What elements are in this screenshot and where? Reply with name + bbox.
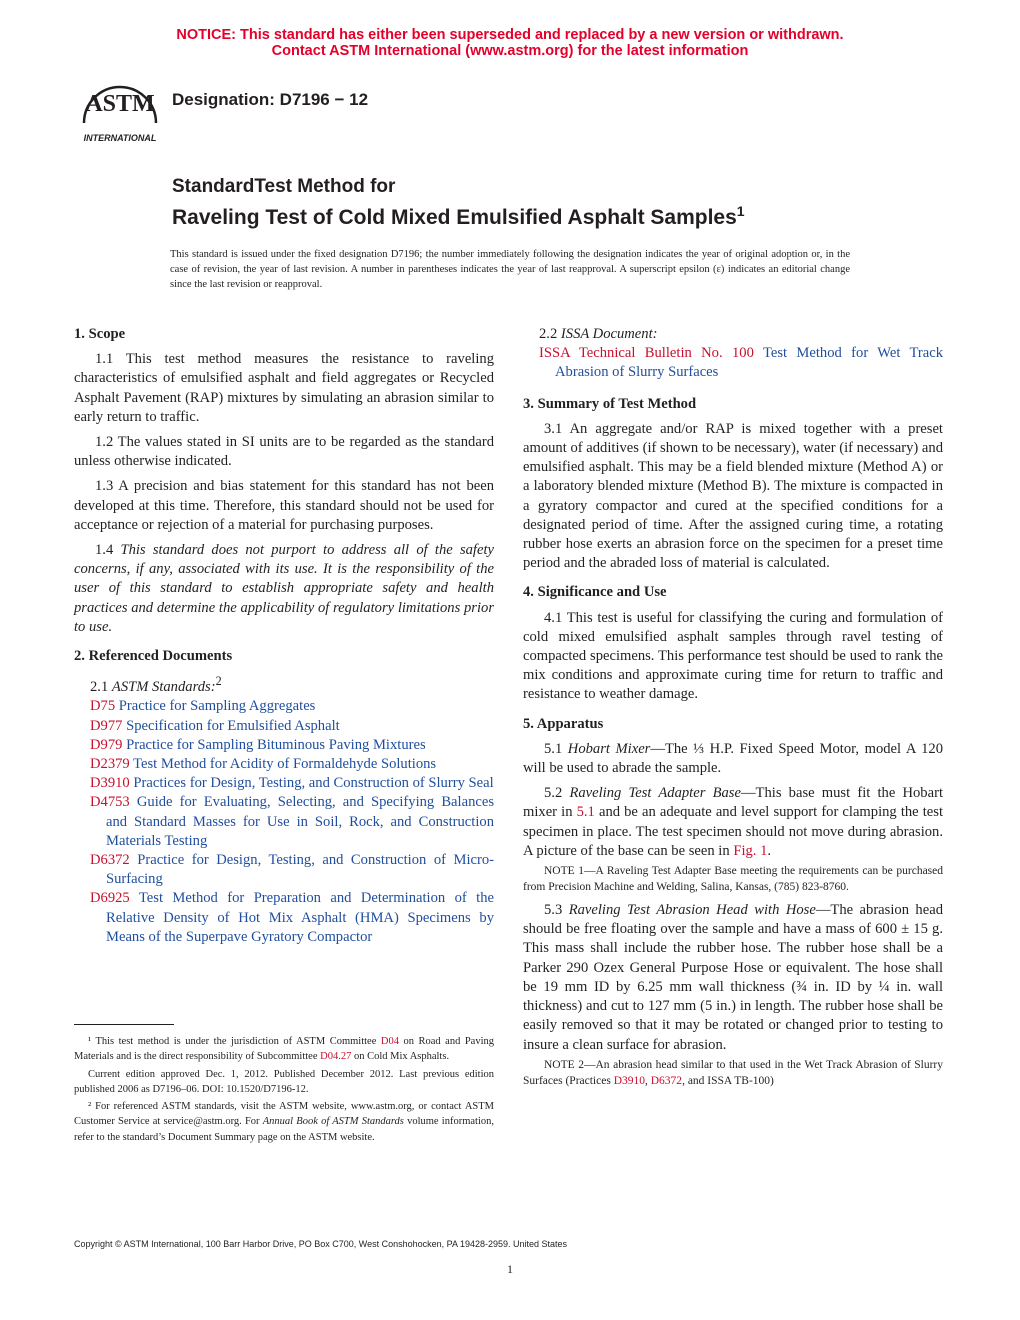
footnote-2	[74, 1099, 494, 1145]
reference-code-link[interactable]: D979	[90, 736, 123, 753]
figure-1-link[interactable]: Fig. 1	[733, 842, 768, 859]
copyright: Copyright © ASTM International, 100 Barr Harbor Drive, PO Box C700, West Conshohocken, PA 19428-2959. United States	[74, 1239, 568, 1249]
scope-heading: 1. Scope	[74, 326, 126, 342]
note-1: NOTE 1—A Raveling Test Adapter Base meeting the requirements can be purchased from Precision Machine and Welding, Salina, Kansas, (785) 823-8760.	[523, 865, 943, 894]
footnote-1-text-a: ¹ This test method is under the jurisdiction of ASTM Committee	[88, 1036, 377, 1047]
issa-reference	[523, 344, 943, 382]
designation: Designation: D7196 − 12	[172, 90, 369, 109]
title-line-1: StandardTest Method for	[172, 176, 396, 197]
reference-item	[74, 793, 494, 851]
scope-1-2: 1.2 The values stated in SI units are to be regarded as the standard unless otherwise indicated.	[74, 434, 494, 470]
reference-code-link[interactable]: D75	[90, 698, 116, 715]
footnote-1	[74, 1034, 494, 1065]
note-2-d6372-link[interactable]: D6372	[650, 1074, 683, 1087]
apparatus-5-2: 5.2 Raveling Test Adapter Base—This base must fit the Hobart mixer in 5.1 and be an adequate and level support for clamping the test specimen in place. The test specimen should not move during abrasion. A picture of the base can be seen in Fig. 1.	[523, 785, 944, 859]
reference-title-link[interactable]: Practices for Design, Testing, and Construction of Slurry Seal	[133, 775, 494, 792]
apparatus-5-3-text: —The abrasion head should be free floating over the sample and have a mass of 600 ± 15 g. This mass shall include the rubber hose. The rubber hose shall be a Parker 290 Ozex General Purpose Hose or equivalent. The hose shall be 19 mm ID by 6.25 mm wall thickness (¾ in. ID by ¼ in. wall thickness) and cut to 127 mm (5 in.) in length. The rubber hose shall be easily removed so that it may be rotated or changed prior to testing to insure a clean surface for abrasion.	[523, 902, 943, 1053]
astm-standards-footnote-mark: 2	[215, 674, 222, 689]
scope-1-4-text: This standard does not purport to address all of the safety concerns, if any, associated with its use. It is the responsibility of the user of this standard to establish appropriate safety and health practices and determine the applicability of regulatory limitations prior to use.	[74, 542, 494, 635]
issa-reference-title[interactable]: Test Method for Wet Track Abrasion of Slurry Surfaces	[555, 345, 944, 381]
reference-code-link[interactable]: D2379	[90, 755, 130, 772]
reference-title-link[interactable]: Guide for Evaluating, Selecting, and Specifying Balances and Standard Masses for Use in Soil, Rock, and Construction Materials Testing	[106, 794, 495, 849]
reference-item	[74, 717, 494, 736]
reference-title-link[interactable]: Test Method for Preparation and Determination of the Relative Density of Hot Mix Asphalt (HMA) Specimens by Means of the Superpave Gyratory Compactor	[106, 890, 494, 945]
right-column	[523, 323, 943, 1095]
footnote-2-text-a: ² For referenced ASTM standards, visit the ASTM website, www.astm.org, or contact ASTM Customer Service at service@astm.org. For	[74, 1101, 494, 1128]
page-number: 1	[507, 1262, 513, 1276]
astm-logo	[74, 75, 166, 145]
title-line-2: Raveling Test of Cold Mixed Emulsified Asphalt Samples	[172, 206, 737, 229]
astm-standards-label: ASTM Standards:	[111, 679, 216, 696]
title-footnote-mark: 1	[736, 203, 745, 219]
withdrawal-notice	[0, 27, 1020, 59]
reference-code-link[interactable]: D6372	[90, 851, 130, 868]
note-2-d3910-link[interactable]: D3910	[613, 1074, 645, 1087]
issa-document-heading	[523, 325, 943, 344]
reference-title-link[interactable]: Specification for Emulsified Asphalt	[126, 717, 340, 734]
astm-standards-heading	[74, 672, 494, 697]
apparatus-5-3-term: Raveling Test Abrasion Head with Hose	[568, 902, 816, 919]
footnote-2-book-title: Annual Book of ASTM Standards	[262, 1116, 404, 1128]
footnote-1-text-b: on Road and Paving Materials and is the direct responsibility of Subcommittee	[74, 1036, 495, 1063]
apparatus-5-2-text-a: —This base must fit the Hobart mixer in	[523, 785, 944, 821]
scope-1-4	[74, 541, 494, 637]
footnote-1-text-c: on Cold Mix Asphalts.	[353, 1051, 450, 1063]
significance-heading: 4. Significance and Use	[523, 584, 667, 601]
left-column	[74, 323, 494, 947]
apparatus-5-1-term: Hobart Mixer	[567, 740, 651, 757]
footnotes	[74, 1034, 494, 1147]
subcommittee-d04-27-link[interactable]: D04.27	[320, 1051, 352, 1063]
reference-item	[74, 755, 494, 774]
apparatus-5-1	[523, 740, 943, 778]
summary-3-1: 3.1 An aggregate and/or RAP is mixed together with a preset amount of additives (if shown to be necessary), water (if necessary) and emulsified asphalt. This may be a field blended mixture (Method A) or a laboratory blended mixture (Method B). The mixture is compacted in a gyratory compactor and cured at the specified conditions for a designated period of time. After the assigned curing time, a rotating rubber hose exerts an abrasion force on the specimen for a preset time period and the abraded loss of material is calculated.	[523, 420, 943, 572]
logo-text: ASTM	[85, 91, 155, 117]
reference-code-link[interactable]: D6925	[90, 890, 130, 907]
notice-line-2: Contact ASTM International (www.astm.org) for the latest information	[271, 43, 749, 59]
issa-reference-link[interactable]: ISSA Technical Bulletin No. 100	[539, 345, 754, 362]
significance-4-1: 4.1 This test is useful for classifying the curing and formulation of cold mixed emulsified asphalt samples through ravel testing of compacted specimens. This performance test should be used to rank the mix conditions and approximate curing time for return to traffic and resistance to weather damage.	[523, 609, 943, 703]
footnote-rule	[74, 1024, 174, 1025]
reference-code-link[interactable]: D3910	[90, 775, 130, 792]
scope-1-3: 1.3 A precision and bias statement for this standard has not been developed at this time. Therefore, this standard should not be used for acceptance or rejection of a material for purchasing purposes.	[74, 478, 494, 533]
reference-title-link[interactable]: Test Method for Acidity of Formaldehyde Solutions	[133, 755, 437, 772]
summary-heading: 3. Summary of Test Method	[523, 395, 697, 412]
note-2: NOTE 2—An abrasion head similar to that used in the Wet Track Abrasion of Slurry Surfaces (Practices D3910, D6372, and ISSA TB-100)	[523, 1058, 943, 1087]
logo-subtext: INTERNATIONAL	[83, 133, 157, 143]
footnote-edition: Current edition approved Dec. 1, 2012. Published December 2012. Last previous edition published 2006 as D7196–06. DOI: 10.1520/D7196-12.	[74, 1068, 494, 1095]
reference-code-link[interactable]: D977	[90, 717, 123, 734]
section-5-1-link[interactable]: 5.1	[576, 804, 595, 821]
reference-title-link[interactable]: Practice for Sampling Bituminous Paving Mixtures	[126, 736, 426, 753]
note-2-text-b: , and ISSA TB-100)	[682, 1074, 774, 1087]
apparatus-heading: 5. Apparatus	[523, 715, 604, 732]
issuance-statement: This standard is issued under the fixed designation D7196; the number immediately following the designation indicates the year of original adoption or, in the case of revision, the year of last revision. A number in parentheses indicates the year of last reapproval. A superscript epsilon (ε) indicates an editorial change since the last revision or reapproval.	[170, 249, 850, 290]
referenced-documents-heading: 2. Referenced Documents	[74, 648, 233, 665]
apparatus-5-2-text-b: and be an adequate and level support for clamping the test specimen in place. The test specimen should not move during abrasion. A picture of the base can be seen in	[523, 804, 944, 859]
note-2-text-a: NOTE 2—An abrasion head similar to that used in the Wet Track Abrasion of Slurry Surfaces (Practices	[523, 1058, 943, 1087]
apparatus-5-1-text: —The ⅓ H.P. Fixed Speed Motor, model A 120 will be used to abrade the sample.	[523, 740, 943, 777]
reference-title-link[interactable]: Practice for Design, Testing, and Construction of Micro-Surfacing	[106, 851, 494, 888]
reference-list	[74, 697, 494, 947]
reference-title-link[interactable]: Practice for Sampling Aggregates	[118, 698, 316, 715]
issa-heading-label: ISSA Document:	[560, 326, 658, 342]
document-title	[172, 176, 745, 231]
apparatus-5-2-number: 5.2	[544, 785, 563, 802]
reference-item	[74, 697, 494, 716]
scope-1-1: 1.1 This test method measures the resistance to raveling characteristics of emulsified asphalt and field aggregates or Recycled Asphalt Pavement (RAP) mixtures by simulating an abrasion similar to early return to traffic.	[74, 351, 494, 425]
apparatus-5-3-number: 5.3	[544, 902, 563, 919]
reference-item	[74, 851, 494, 889]
apparatus-5-3	[523, 901, 943, 1055]
scope-1-4-number: 1.4	[95, 542, 114, 559]
issa-heading-number: 2.2	[539, 326, 558, 342]
apparatus-5-2-term: Raveling Test Adapter Base	[569, 785, 741, 802]
reference-item	[74, 736, 494, 755]
reference-item	[74, 774, 494, 793]
reference-item	[74, 889, 494, 947]
committee-d04-link[interactable]: D04	[380, 1036, 399, 1047]
reference-code-link[interactable]: D4753	[90, 794, 130, 811]
notice-line-1: NOTICE: This standard has either been superseded and replaced by a new version or withdrawn.	[176, 27, 844, 43]
apparatus-5-1-number: 5.1	[544, 740, 563, 757]
astm-standards-number: 2.1	[90, 679, 109, 696]
footnote-2-text-b: volume information, refer to the standard’s Document Summary page on the ASTM website.	[74, 1116, 494, 1143]
